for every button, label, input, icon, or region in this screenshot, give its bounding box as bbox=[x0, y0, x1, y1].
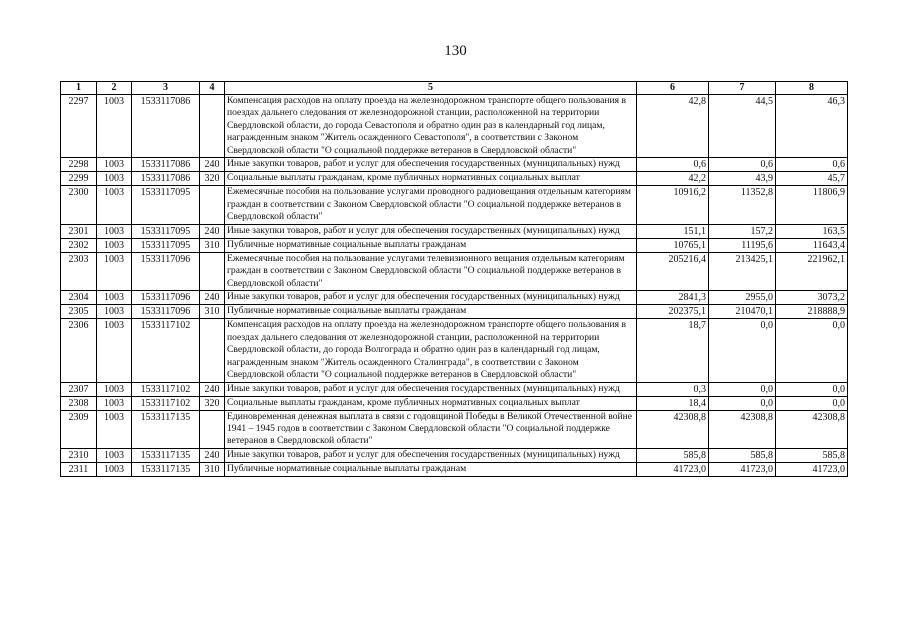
target-article-cell: 1533117086 bbox=[132, 172, 200, 186]
expense-type-cell bbox=[200, 186, 225, 224]
table-row bbox=[61, 186, 848, 224]
section-code-cell: 1003 bbox=[97, 252, 132, 290]
row-number-cell: 2303 bbox=[61, 252, 97, 290]
amount-col7-cell: 11352,8 bbox=[709, 186, 776, 224]
row-number-cell: 2307 bbox=[61, 382, 97, 396]
table-row bbox=[61, 252, 848, 290]
amount-col8-cell: 11643,4 bbox=[776, 238, 848, 252]
expense-type-cell: 320 bbox=[200, 172, 225, 186]
row-number-cell: 2298 bbox=[61, 158, 97, 172]
amount-col7-cell: 0,0 bbox=[709, 319, 776, 382]
section-code-cell: 1003 bbox=[97, 224, 132, 238]
row-number-cell: 2305 bbox=[61, 305, 97, 319]
expense-type-cell: 240 bbox=[200, 224, 225, 238]
amount-col6-cell: 585,8 bbox=[637, 448, 709, 462]
expense-type-cell bbox=[200, 319, 225, 382]
amount-col8-cell: 221962,1 bbox=[776, 252, 848, 290]
amount-col6-cell: 42,2 bbox=[637, 172, 709, 186]
page-number: 130 bbox=[444, 43, 467, 59]
column-header-3: 3 bbox=[132, 82, 200, 95]
expense-type-cell: 240 bbox=[200, 382, 225, 396]
table-row bbox=[61, 291, 848, 305]
target-article-cell: 1533117102 bbox=[132, 319, 200, 382]
description-cell: Иные закупки товаров, работ и услуг для обеспечения государственных (муниципальных) нужд bbox=[225, 382, 637, 396]
amount-col8-cell: 45,7 bbox=[776, 172, 848, 186]
amount-col8-cell: 46,3 bbox=[776, 95, 848, 158]
target-article-cell: 1533117096 bbox=[132, 252, 200, 290]
description-cell: Публичные нормативные социальные выплаты гражданам bbox=[225, 238, 637, 252]
description-cell: Публичные нормативные социальные выплаты гражданам bbox=[225, 305, 637, 319]
row-number-cell: 2311 bbox=[61, 462, 97, 476]
expense-type-cell: 240 bbox=[200, 291, 225, 305]
amount-col7-cell: 11195,6 bbox=[709, 238, 776, 252]
amount-col6-cell: 18,7 bbox=[637, 319, 709, 382]
amount-col7-cell: 0,0 bbox=[709, 382, 776, 396]
table-row bbox=[61, 319, 848, 382]
table-row bbox=[61, 448, 848, 462]
description-cell: Компенсация расходов на оплату проезда на железнодорожном транспорте общего пользования в поездах дальнего следования от железнодорожной станции, расположенной на территории Свердловской области, до города Севастополя и обратно один раз в календарный год лицам, награжденным знаком "Житель осажденного Севастополя", в соответствии с Законом Свердловской области "О социальной поддержке ветеранов в Свердловской области" bbox=[225, 95, 637, 158]
amount-col7-cell: 213425,1 bbox=[709, 252, 776, 290]
target-article-cell: 1533117102 bbox=[132, 396, 200, 410]
table-row bbox=[61, 410, 848, 448]
description-cell: Иные закупки товаров, работ и услуг для обеспечения государственных (муниципальных) нужд bbox=[225, 448, 637, 462]
expense-type-cell: 240 bbox=[200, 448, 225, 462]
table-row bbox=[61, 396, 848, 410]
column-header-6: 6 bbox=[637, 82, 709, 95]
table-row bbox=[61, 238, 848, 252]
row-number-cell: 2308 bbox=[61, 396, 97, 410]
amount-col6-cell: 10765,1 bbox=[637, 238, 709, 252]
table-body bbox=[61, 95, 848, 477]
row-number-cell: 2309 bbox=[61, 410, 97, 448]
amount-col6-cell: 202375,1 bbox=[637, 305, 709, 319]
row-number-cell: 2300 bbox=[61, 186, 97, 224]
row-number-cell: 2297 bbox=[61, 95, 97, 158]
section-code-cell: 1003 bbox=[97, 186, 132, 224]
amount-col6-cell: 0,6 bbox=[637, 158, 709, 172]
amount-col6-cell: 0,3 bbox=[637, 382, 709, 396]
target-article-cell: 1533117096 bbox=[132, 305, 200, 319]
expense-type-cell: 320 bbox=[200, 396, 225, 410]
description-cell: Ежемесячные пособия на пользование услугами телевизионного вещания отдельным категориям граждан в соответствии с Законом Свердловской области "О социальной поддержке ветеранов в Свердловской области" bbox=[225, 252, 637, 290]
description-cell: Социальные выплаты гражданам, кроме публичных нормативных социальных выплат bbox=[225, 396, 637, 410]
budget-table bbox=[60, 81, 848, 477]
amount-col6-cell: 42308,8 bbox=[637, 410, 709, 448]
target-article-cell: 1533117096 bbox=[132, 291, 200, 305]
section-code-cell: 1003 bbox=[97, 305, 132, 319]
amount-col8-cell: 163,5 bbox=[776, 224, 848, 238]
amount-col7-cell: 41723,0 bbox=[709, 462, 776, 476]
amount-col7-cell: 585,8 bbox=[709, 448, 776, 462]
expense-type-cell bbox=[200, 252, 225, 290]
table-row bbox=[61, 224, 848, 238]
amount-col8-cell: 0,0 bbox=[776, 382, 848, 396]
target-article-cell: 1533117135 bbox=[132, 410, 200, 448]
target-article-cell: 1533117102 bbox=[132, 382, 200, 396]
table-header-row bbox=[61, 82, 848, 95]
column-header-7: 7 bbox=[709, 82, 776, 95]
row-number-cell: 2299 bbox=[61, 172, 97, 186]
amount-col8-cell: 585,8 bbox=[776, 448, 848, 462]
row-number-cell: 2306 bbox=[61, 319, 97, 382]
amount-col6-cell: 10916,2 bbox=[637, 186, 709, 224]
amount-col8-cell: 41723,0 bbox=[776, 462, 848, 476]
description-cell: Единовременная денежная выплата в связи с годовщиной Победы в Великой Отечественной войне 1941 – 1945 годов в соответствии с Законом Свердловской области "О социальной поддержке ветеранов в Свердловской области" bbox=[225, 410, 637, 448]
row-number-cell: 2302 bbox=[61, 238, 97, 252]
description-cell: Публичные нормативные социальные выплаты гражданам bbox=[225, 462, 637, 476]
description-cell: Иные закупки товаров, работ и услуг для обеспечения государственных (муниципальных) нужд bbox=[225, 158, 637, 172]
amount-col6-cell: 18,4 bbox=[637, 396, 709, 410]
amount-col7-cell: 157,2 bbox=[709, 224, 776, 238]
amount-col7-cell: 44,5 bbox=[709, 95, 776, 158]
section-code-cell: 1003 bbox=[97, 448, 132, 462]
section-code-cell: 1003 bbox=[97, 238, 132, 252]
target-article-cell: 1533117086 bbox=[132, 95, 200, 158]
section-code-cell: 1003 bbox=[97, 382, 132, 396]
target-article-cell: 1533117095 bbox=[132, 224, 200, 238]
section-code-cell: 1003 bbox=[97, 95, 132, 158]
table-row bbox=[61, 158, 848, 172]
target-article-cell: 1533117086 bbox=[132, 158, 200, 172]
section-code-cell: 1003 bbox=[97, 462, 132, 476]
section-code-cell: 1003 bbox=[97, 158, 132, 172]
section-code-cell: 1003 bbox=[97, 319, 132, 382]
amount-col7-cell: 42308,8 bbox=[709, 410, 776, 448]
table-row bbox=[61, 462, 848, 476]
amount-col8-cell: 0,0 bbox=[776, 396, 848, 410]
description-cell: Ежемесячные пособия на пользование услугами проводного радиовещания отдельным категориям граждан в соответствии с Законом Свердловской области "О социальной поддержке ветеранов в Свердловской области" bbox=[225, 186, 637, 224]
table-row bbox=[61, 95, 848, 158]
amount-col8-cell: 218888,9 bbox=[776, 305, 848, 319]
description-cell: Социальные выплаты гражданам, кроме публичных нормативных социальных выплат bbox=[225, 172, 637, 186]
section-code-cell: 1003 bbox=[97, 172, 132, 186]
column-header-4: 4 bbox=[200, 82, 225, 95]
amount-col7-cell: 2955,0 bbox=[709, 291, 776, 305]
target-article-cell: 1533117135 bbox=[132, 448, 200, 462]
description-cell: Компенсация расходов на оплату проезда на железнодорожном транспорте общего пользования в поездах дальнего следования от железнодорожной станции, расположенной на территории Свердловской области, до города Волгограда и обратно один раз в календарный год лицам, награжденным знаком "Житель осажденного Сталинграда", в соответствии с Законом Свердловской области "О социальной поддержке ветеранов в Свердловской области" bbox=[225, 319, 637, 382]
description-cell: Иные закупки товаров, работ и услуг для обеспечения государственных (муниципальных) нужд bbox=[225, 291, 637, 305]
expense-type-cell: 310 bbox=[200, 462, 225, 476]
row-number-cell: 2301 bbox=[61, 224, 97, 238]
amount-col7-cell: 210470,1 bbox=[709, 305, 776, 319]
section-code-cell: 1003 bbox=[97, 410, 132, 448]
target-article-cell: 1533117135 bbox=[132, 462, 200, 476]
amount-col7-cell: 0,6 bbox=[709, 158, 776, 172]
description-cell: Иные закупки товаров, работ и услуг для обеспечения государственных (муниципальных) нужд bbox=[225, 224, 637, 238]
amount-col7-cell: 0,0 bbox=[709, 396, 776, 410]
row-number-cell: 2310 bbox=[61, 448, 97, 462]
section-code-cell: 1003 bbox=[97, 291, 132, 305]
amount-col6-cell: 2841,3 bbox=[637, 291, 709, 305]
expense-type-cell: 240 bbox=[200, 158, 225, 172]
table-row bbox=[61, 382, 848, 396]
expense-type-cell: 310 bbox=[200, 238, 225, 252]
amount-col8-cell: 42308,8 bbox=[776, 410, 848, 448]
amount-col8-cell: 3073,2 bbox=[776, 291, 848, 305]
amount-col8-cell: 11806,9 bbox=[776, 186, 848, 224]
amount-col6-cell: 41723,0 bbox=[637, 462, 709, 476]
row-number-cell: 2304 bbox=[61, 291, 97, 305]
expense-type-cell bbox=[200, 95, 225, 158]
target-article-cell: 1533117095 bbox=[132, 186, 200, 224]
amount-col6-cell: 151,1 bbox=[637, 224, 709, 238]
expense-type-cell bbox=[200, 410, 225, 448]
column-header-2: 2 bbox=[97, 82, 132, 95]
table-row bbox=[61, 172, 848, 186]
amount-col8-cell: 0,0 bbox=[776, 319, 848, 382]
column-header-8: 8 bbox=[776, 82, 848, 95]
section-code-cell: 1003 bbox=[97, 396, 132, 410]
amount-col8-cell: 0,6 bbox=[776, 158, 848, 172]
target-article-cell: 1533117095 bbox=[132, 238, 200, 252]
table-row bbox=[61, 305, 848, 319]
expense-type-cell: 310 bbox=[200, 305, 225, 319]
amount-col6-cell: 205216,4 bbox=[637, 252, 709, 290]
column-header-1: 1 bbox=[61, 82, 97, 95]
amount-col6-cell: 42,8 bbox=[637, 95, 709, 158]
column-header-5: 5 bbox=[225, 82, 637, 95]
amount-col7-cell: 43,9 bbox=[709, 172, 776, 186]
